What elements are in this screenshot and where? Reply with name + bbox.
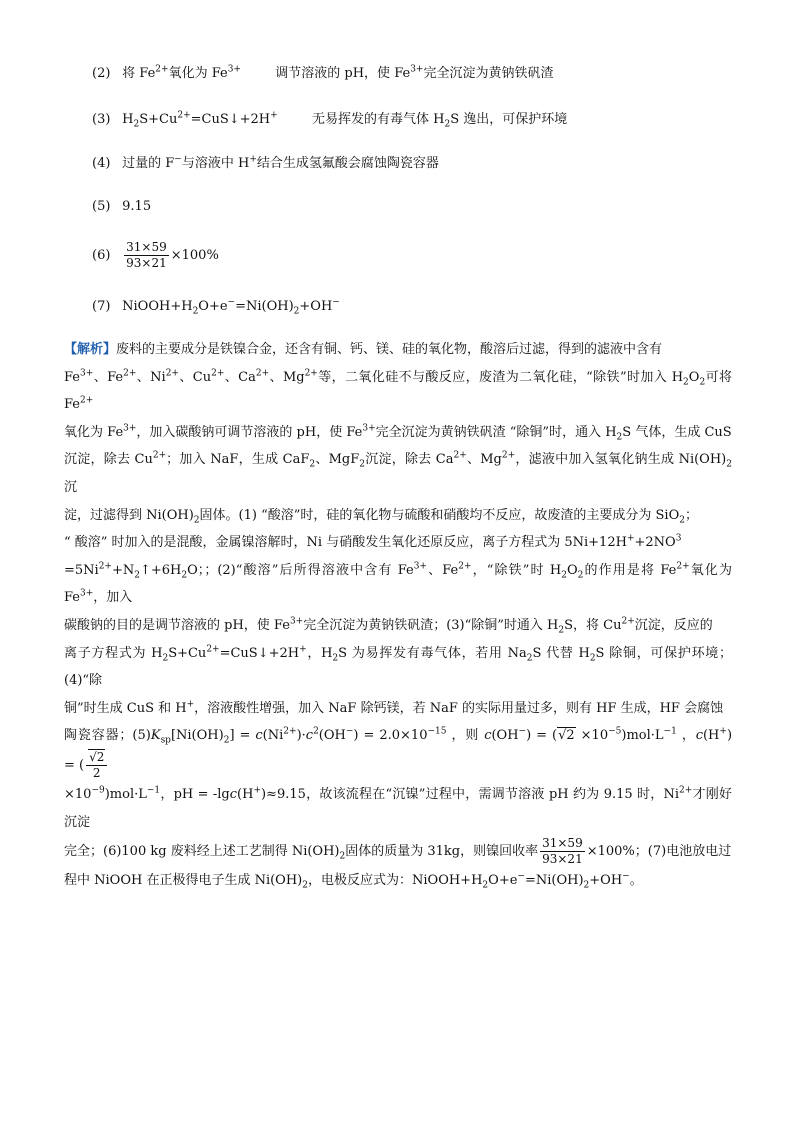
answer-number: (7) — [92, 299, 111, 314]
answer-5: (5) 9.15 — [92, 197, 151, 217]
answer-number: (4) — [92, 156, 111, 171]
analysis-paragraph: 【解析】废料的主要成分是铁镍合金，还含有铜、钙、镁、硅的氧化物，酸溶后过滤，得到的滤液中含有 $Fe^{3+}$、$Fe^{2+}$、$Ni^{2+}$、$Cu^{2+}$、$Ca^{2+}$、$Mg^{2+}$等，二氧化硅不与酸反应，废渣为二氧化硅，“除铁”时加入 $H_2O_2$可将 $Fe^{2+}$ 氧化为 $Fe^{3+}$，加入碳酸钠可调节溶液的 pH，使 $Fe^{3+}$完全沉淀为黄钠铁矾渣 “除铜”时，通入 $H_2S$ 气体，生成 CuS 沉淀，除去 $Cu^{2+}$；加入 NaF，生成 CaF$_2$、MgF$_2$沉淀，除去 $Ca^{2+}$、$Mg^{2+}$，滤液中加入氢氧化钠生成 $Ni(OH)_2$沉 淀，过滤得到 $Ni(OH)_2$固体。(1) “酸溶”时，硅的氧化物与硫酸和硝酸均不反应，故废渣的主要成分为 SiO$_2$； “ 酸溶” 时加入的是混酸，金属镍溶解时，Ni 与硝酸发生氧化还原反应，离子方程式为 $5Ni+12H^++2NO^3$ $=5Ni^{2+}+N_2↑+6H_2O$；；(2)“酸溶”后所得溶液中含有 $Fe^{3+}$、$Fe^{2+}$，“除铁”时 $H_2O_2$的作用是将 $Fe^{2+}$氧化为 $Fe^{3+}$，加入 碳酸钠的目的是调节溶液的 pH，使 $Fe^{3+}$完全沉淀为黄钠铁矾渣；(3)“除铜”时通入 $H_2S$，将 $Cu^{2+}$沉淀，反应的 离子方程式为 $H_2S+Cu^{2+}=CuS↓+2H^+$，$H_2S$ 为易挥发有毒气体，若用 $Na_2S$ 代替 $H_2S$ 除铜，可保护环境；(4)“除 铜”时生成 CuS 和 H+，溶液酸性增强，加入 NaF 除钙镁，若 NaF 的实际用量过多，则有 HF 生成，HF 会腐蚀 陶瓷容器；$(5)K_{sp}[Ni(OH)_2] = c(Ni^{2+})\cdot c^2(OH^-) = 2.0\times 10^{-15}$ ，则 $c(OH^-) = (√2 \times 10^{-5})mol\cdot L^{-1}$ ，c(H+) = ( $\frac{√2}{2}$ $\times 10^{-9})mol\cdot L^{-1}$，pH = -lgc(H+)≈9.15，故该流程在“沉镍”过程中，需调节溶液 pH 约为 9.15 时，$Ni^{2+}$才刚好沉淀 完全；(6)100 kg 废料经上述工艺制得 $Ni(OH)_2$固体的质量为 31kg，则镍回收率 $\frac{31\times 59}{93\times 21}$ ×100%；(7)电池放电过 程中 NiOOH 在正极得电子生成 $Ni(OH)_2$，电极反应式为：$NiOOH+H_2O+e^-=Ni(OH)_2+OH^-$。 — [64, 342, 733, 891]
answer-number: (6) — [92, 248, 111, 263]
answer-2: (2) 将 $Fe^{2+}$氧化为 $Fe^{3+}$ 调节溶液的 pH，使 $Fe^{3+}$完全沉淀为黄钠铁矾渣 — [92, 64, 554, 84]
answer-3: (3) $H_2S+Cu^{2+}=CuS↓+2H^+$ 无易挥发的有毒气体 $H_2S$ 逸出，可保护环境 — [92, 110, 568, 130]
fraction: $\frac{31\times 59}{93\times 21}$ — [126, 240, 167, 270]
answer-number: (3) — [92, 112, 111, 127]
answer-number: (2) — [92, 66, 111, 81]
answer-7: (7) $NiOOH+H_2O+e^-=Ni(OH)_2+OH^-$ — [92, 297, 340, 317]
answer-number: (5) — [92, 199, 111, 214]
answer-6: (6) $\frac{31\times 59}{93\times 21}$ ×100% — [92, 240, 219, 270]
answer-4: (4) 过量的 F−与溶液中 H+结合生成氢氟酸会腐蚀陶瓷容器 — [92, 154, 439, 174]
analysis-tag: 【解析】 — [64, 342, 117, 357]
